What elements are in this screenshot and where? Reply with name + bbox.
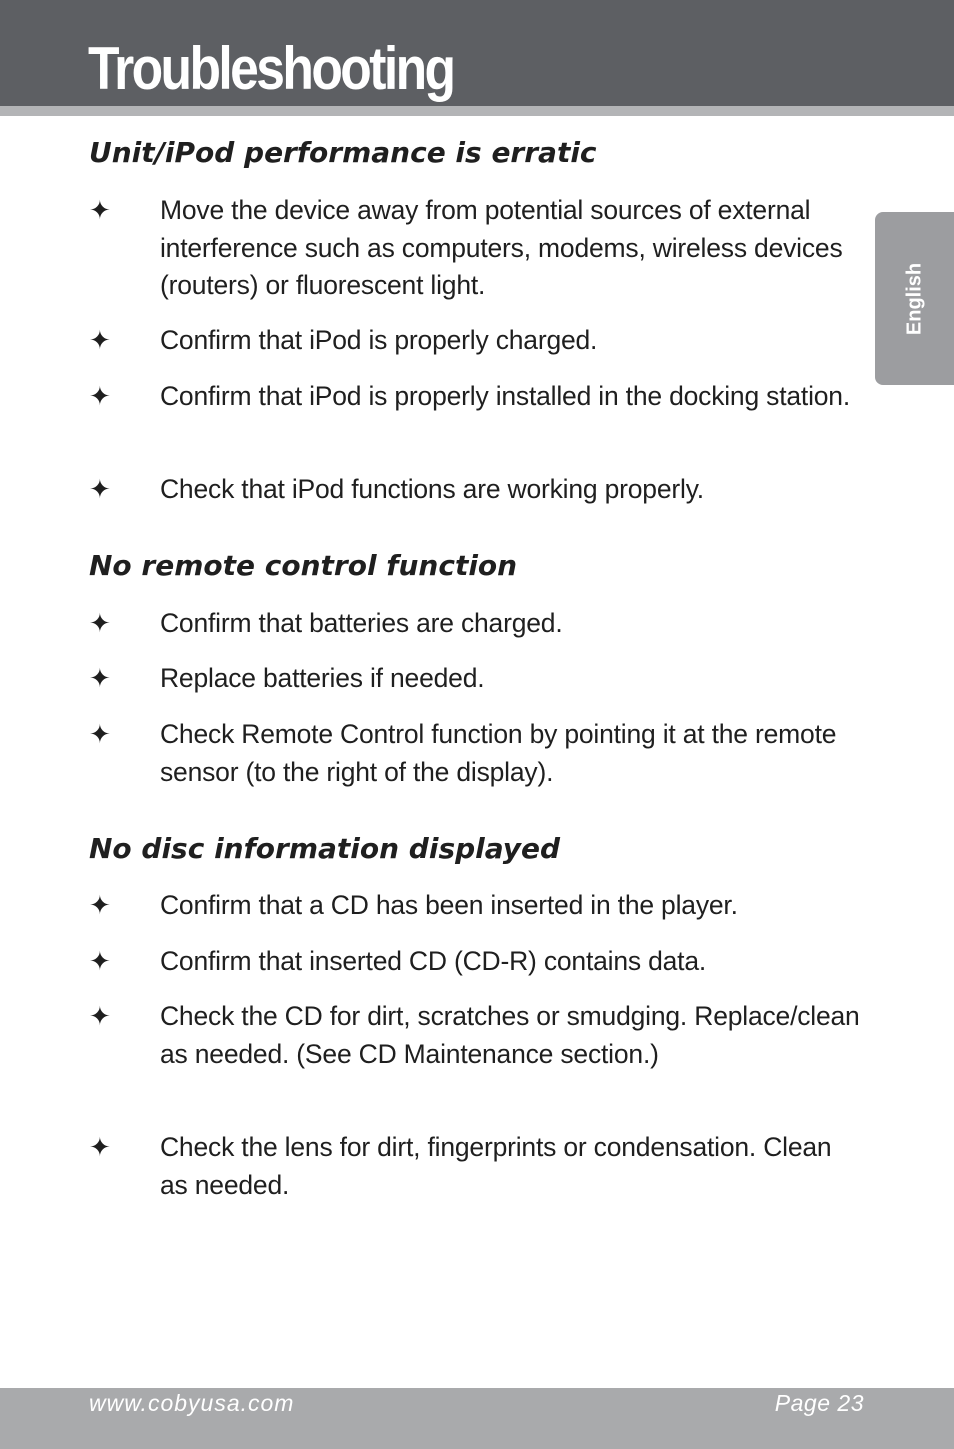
bullet-icon: ✦ bbox=[89, 325, 111, 355]
bullet-icon: ✦ bbox=[89, 719, 111, 749]
list-item: Move the device away from potential sources of external interference such as computers, modems, wireless devices (routers) or fluorescent light. bbox=[160, 195, 843, 300]
bullet-icon: ✦ bbox=[89, 381, 111, 411]
section-heading: Unit/iPod performance is erratic bbox=[89, 136, 597, 169]
list-item: Confirm that batteries are charged. bbox=[160, 608, 563, 638]
list-item: Confirm that inserted CD (CD-R) contains data. bbox=[160, 946, 707, 976]
bullet-icon: ✦ bbox=[89, 195, 111, 225]
bullet-icon: ✦ bbox=[89, 474, 111, 504]
list-item: Check the lens for dirt, fingerprints or condensation. Clean as needed. bbox=[160, 1132, 832, 1200]
header-rule bbox=[0, 106, 954, 116]
bullet-icon: ✦ bbox=[89, 608, 111, 638]
page-number: Page 23 bbox=[774, 1390, 864, 1416]
language-tab bbox=[875, 212, 954, 385]
bullet-icon: ✦ bbox=[89, 1132, 111, 1162]
section-heading: No disc information displayed bbox=[89, 832, 561, 865]
list-item: Check that iPod functions are working properly. bbox=[160, 474, 704, 504]
list-item: Confirm that iPod is properly installed in the docking station. bbox=[160, 381, 851, 411]
list-item: Confirm that iPod is properly charged. bbox=[160, 325, 598, 355]
section-heading: No remote control function bbox=[89, 549, 518, 582]
list-item: Replace batteries if needed. bbox=[160, 663, 485, 693]
bullet-icon: ✦ bbox=[89, 890, 111, 920]
list-item: Check the CD for dirt, scratches or smudging. Replace/clean as needed. (See CD Maintenance section.) bbox=[160, 1001, 860, 1069]
list-item: Check Remote Control function by pointing it at the remote sensor (to the right of the display). bbox=[160, 719, 837, 787]
language-tab-label: English bbox=[903, 262, 925, 335]
list-item: Confirm that a CD has been inserted in the player. bbox=[160, 890, 738, 920]
bullet-icon: ✦ bbox=[89, 1001, 111, 1031]
bullet-icon: ✦ bbox=[89, 946, 111, 976]
page-title: Troubleshooting bbox=[88, 35, 454, 102]
footer-url: www.cobyusa.com bbox=[89, 1390, 295, 1416]
bullet-icon: ✦ bbox=[89, 663, 111, 693]
